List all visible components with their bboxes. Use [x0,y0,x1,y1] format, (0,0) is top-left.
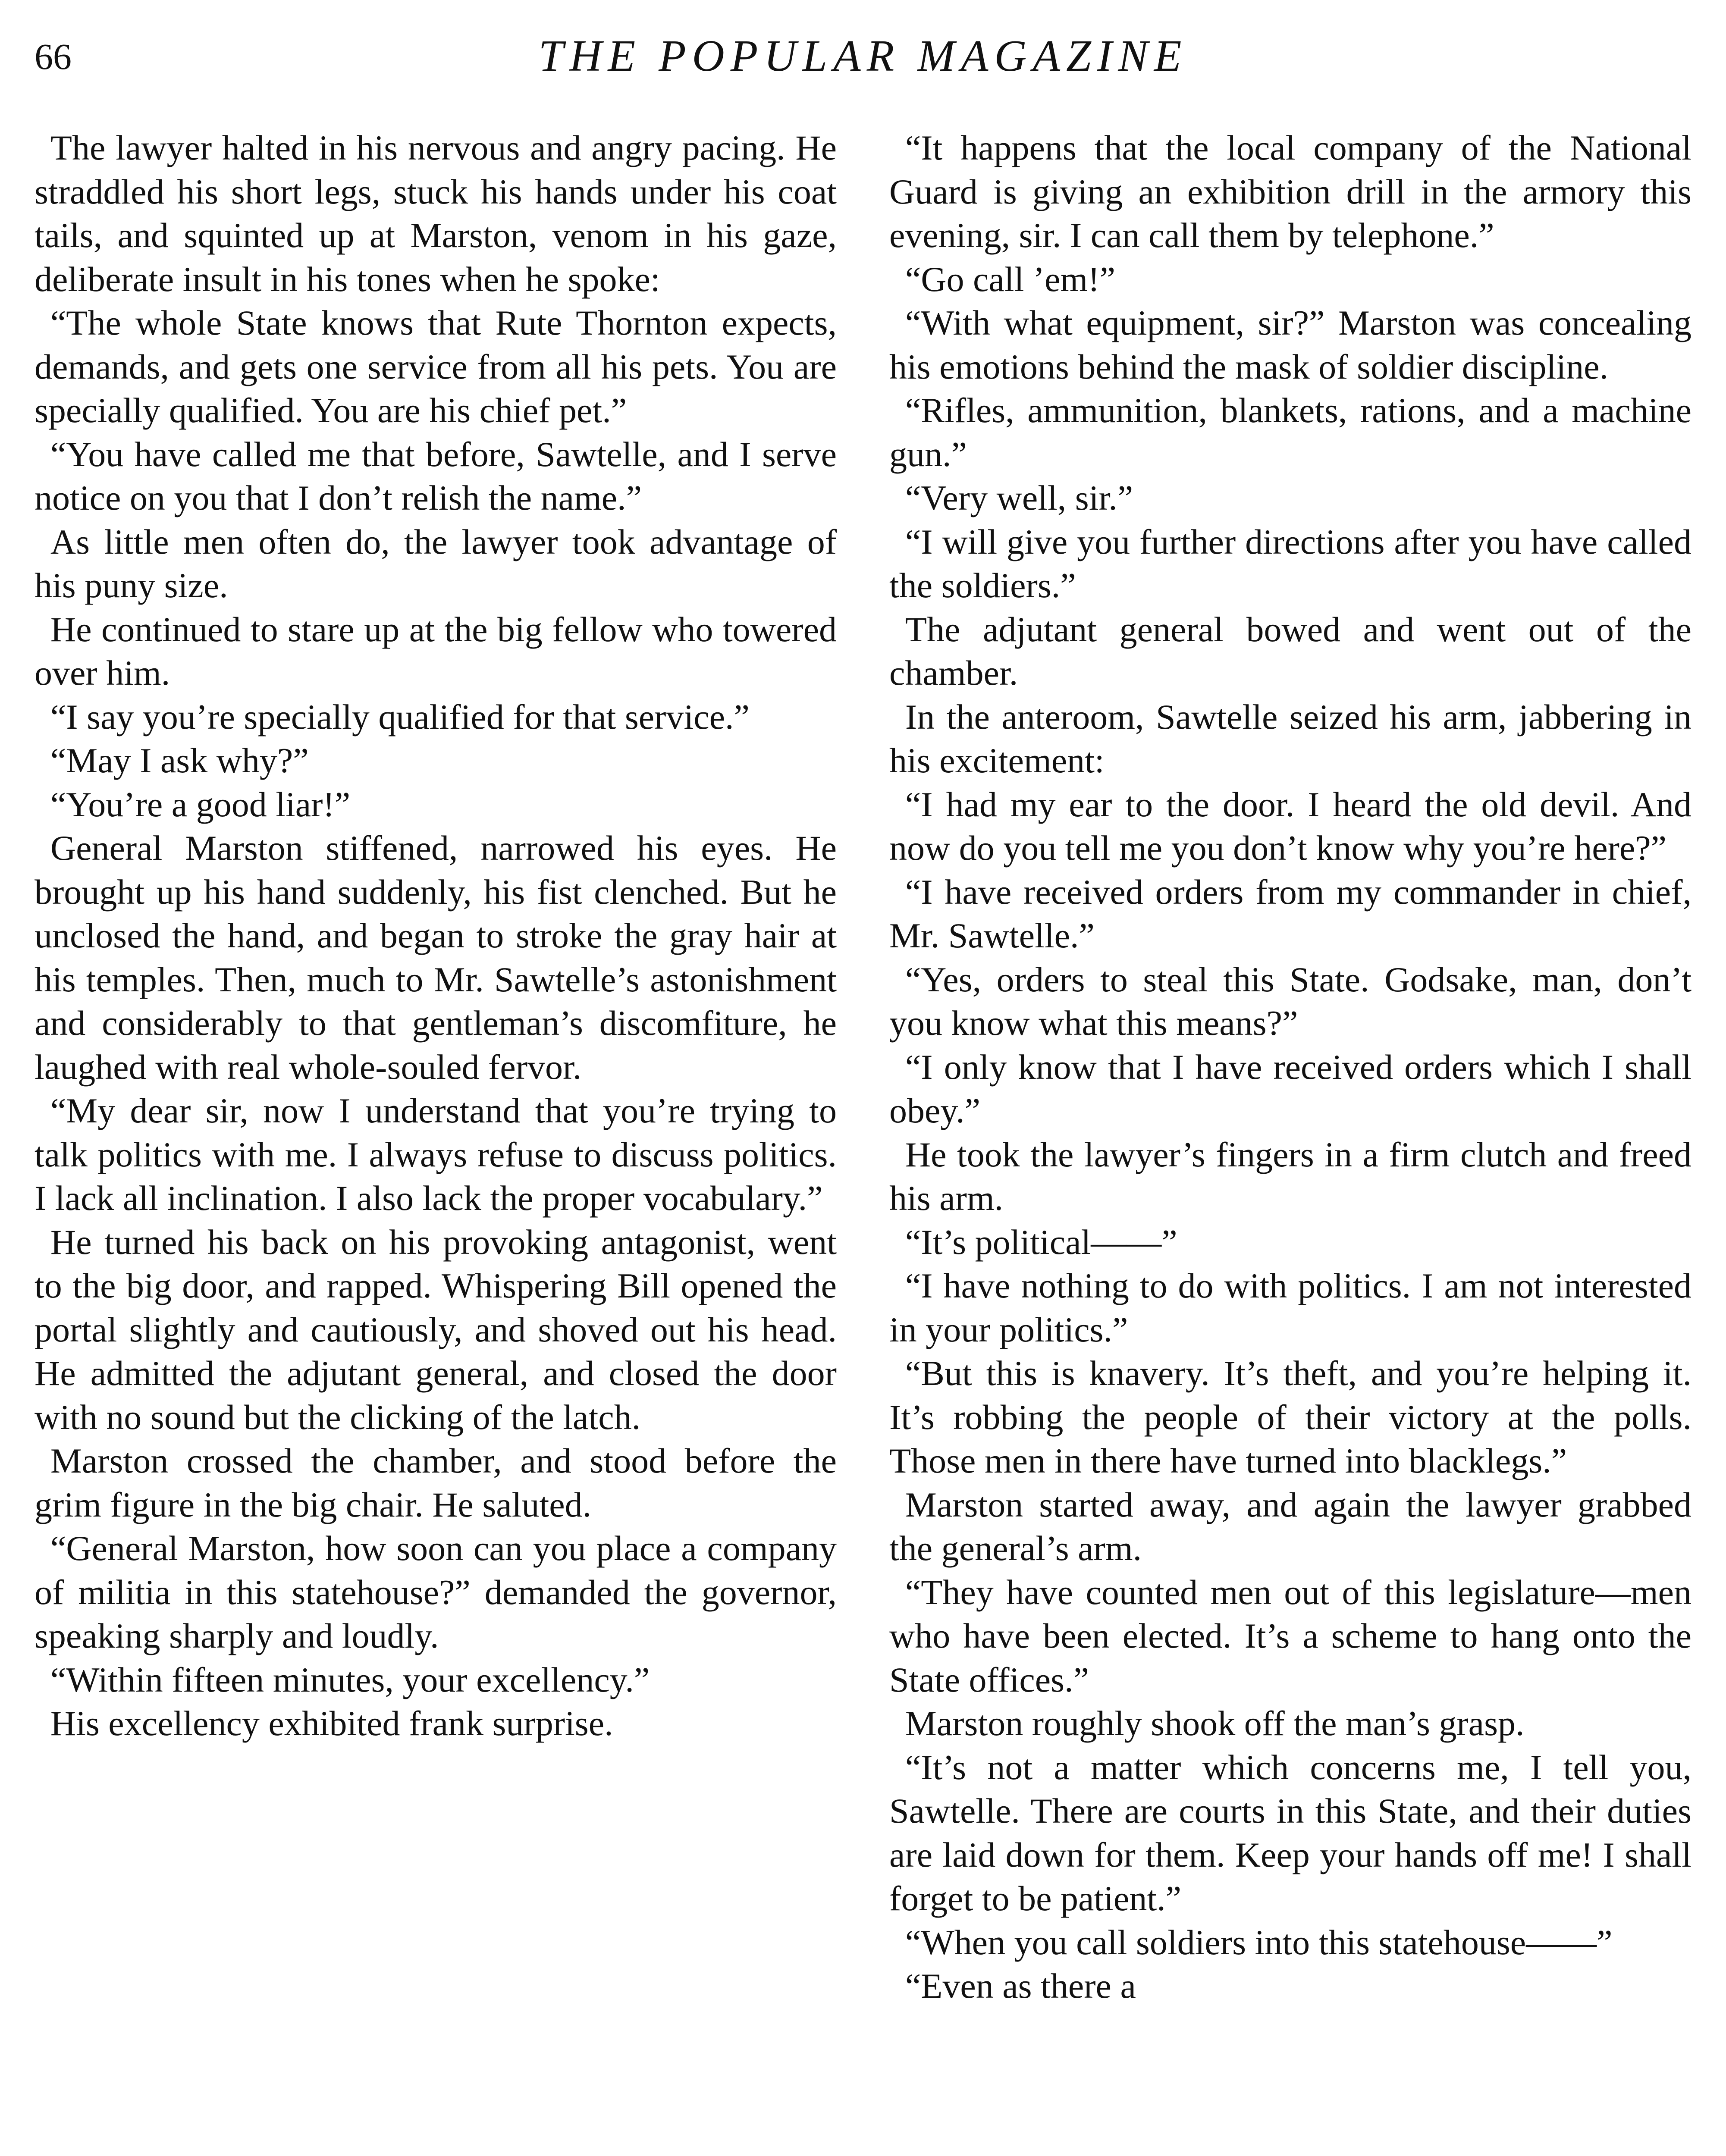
running-head: THE POPULAR MAGAZINE [538,31,1188,81]
left-column [35,126,837,1745]
paragraph: “General Marston, how soon can you place a company of militia in this statehouse?” demanded the governor, speaking sharply and loudly. [35,1529,837,1655]
paragraph: “When you call soldiers into this statehouse——” [905,1922,1613,1962]
paragraph: “Very well, sir.” [905,478,1133,517]
paragraph: “Rifles, ammunition, blankets, rations, and a machine gun.” [889,391,1691,474]
paragraph: In the anteroom, Sawtelle seized his arm, jabbering in his excitement: [889,697,1691,780]
paragraph: “Go call ’em!” [905,259,1116,299]
paragraph: The lawyer halted in his nervous and angry pacing. He straddled his short legs, stuck his hands under his coat tails, and squinted up at Marston, venom in his gaze, deliberate insult in his tones when he spoke: [35,128,837,299]
paragraph: As little men often do, the lawyer took advantage of his puny size. [35,522,837,605]
paragraph: His excellency exhibited frank surprise. [50,1704,613,1743]
paragraph: Marston roughly shook off the man’s grasp. [905,1704,1525,1743]
paragraph: “The whole State knows that Rute Thornton expects, demands, and gets one service from all his pets. You are specially qualified. You are his chief pet.” [35,303,837,430]
paragraph: Marston started away, and again the lawyer grabbed the general’s arm. [889,1485,1691,1568]
paragraph: “I have received orders from my commander in chief, Mr. Sawtelle.” [889,872,1691,955]
paragraph: “I will give you further directions after you have called the soldiers.” [889,522,1691,605]
paragraph: “I say you’re specially qualified for that service.” [50,697,750,736]
paragraph: He continued to stare up at the big fellow who towered over him. [35,609,837,693]
paragraph: “Yes, orders to steal this State. Godsake, man, don’t you know what this means?” [889,959,1691,1043]
paragraph: He took the lawyer’s fingers in a firm clutch and freed his arm. [889,1134,1691,1218]
paragraph: “My dear sir, now I understand that you’re trying to talk politics with me. I always refuse to discuss politics. I lack all inclination. I also lack the proper vocabulary.” [35,1091,837,1218]
page-number: 66 [35,36,72,77]
paragraph: “They have counted men out of this legislature—men who have been elected. It’s a scheme to hang onto the State offices.” [889,1572,1691,1699]
paragraph: He turned his back on his provoking antagonist, went to the big door, and rapped. Whispering Bill opened the portal slightly and cautiously, and shoved out his head. He admitted the adjutant general, and closed the door with no sound but the clicking of the latch. [35,1222,837,1437]
paragraph: The adjutant general bowed and went out of the chamber. [889,609,1691,693]
paragraph: “It happens that the local company of the National Guard is giving an exhibition drill in the armory this evening, sir. I can call them by telephone.” [889,128,1691,255]
paragraph: “You’re a good liar!” [50,784,351,824]
paragraph: “I only know that I have received orders which I shall obey.” [889,1047,1691,1130]
paragraph: “May I ask why?” [50,741,309,780]
paragraph: General Marston stiffened, narrowed his eyes. He brought up his hand suddenly, his fist clenched. But he unclosed the hand, and began to stroke the gray hair at his temples. Then, much to Mr. Sawtelle’s astonishment and considerably to that gentleman’s discomfiture, he laughed with real whole-souled fervor. [35,828,837,1087]
paragraph: “But this is knavery. It’s theft, and you’re helping it. It’s robbing the people of their victory at the polls. Those men in there have turned into blacklegs.” [889,1354,1691,1480]
paragraph: “Within fifteen minutes, your excellency.” [50,1660,650,1699]
paragraph: “I have nothing to do with politics. I am not interested in your politics.” [889,1266,1691,1349]
paragraph: “With what equipment, sir?” Marston was concealing his emotions behind the mask of soldier discipline. [889,303,1691,386]
paragraph: “It’s political——” [905,1222,1177,1262]
paragraph: “I had my ear to the door. I heard the old devil. And now do you tell me you don’t know why you’re here?” [889,784,1691,868]
paragraph: “It’s not a matter which concerns me, I tell you, Sawtelle. There are courts in this State, and their duties are laid down for them. Keep your hands off me! I shall forget to be patient.” [889,1747,1691,1918]
right-column [889,126,1691,2008]
paragraph: “Even as there a [905,1966,1136,2006]
paragraph: Marston crossed the chamber, and stood before the grim figure in the big chair. He saluted. [35,1441,837,1524]
paragraph: “You have called me that before, Sawtelle, and I serve notice on you that I don’t relish the name.” [35,434,837,517]
